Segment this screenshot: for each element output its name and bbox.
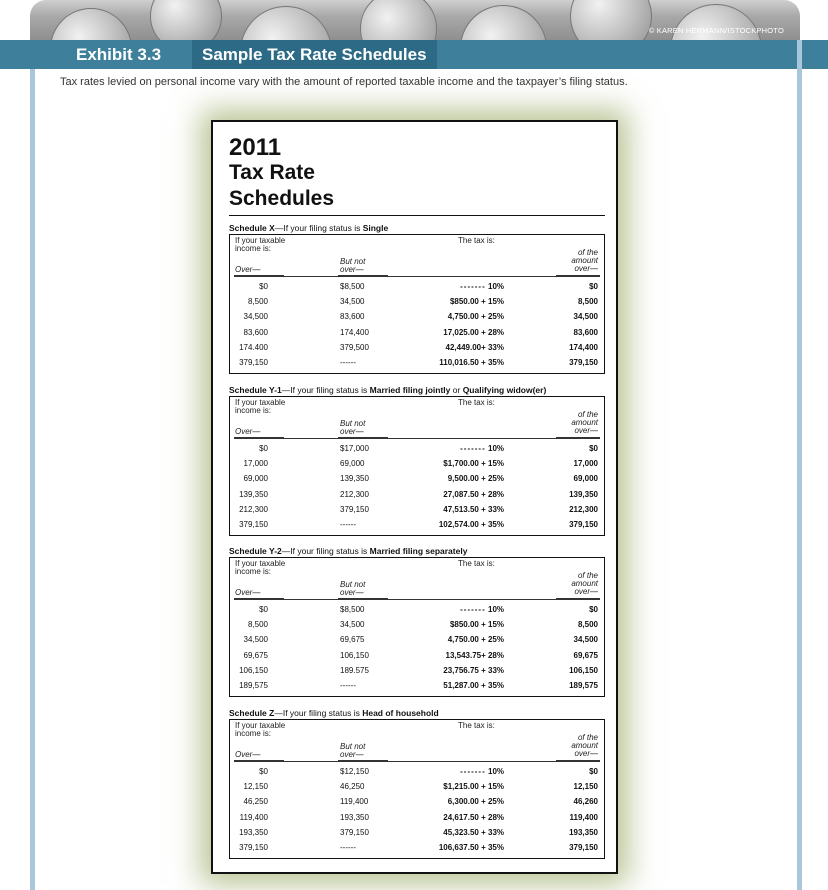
coin-image	[570, 0, 652, 40]
tax-base-value: 42,449.00+ 33%	[445, 342, 504, 352]
of-amount-over-value: 379,150	[569, 843, 598, 852]
schedule-heading	[229, 545, 605, 557]
schedule-suffix: or	[450, 385, 463, 395]
schedule-row	[230, 471, 604, 486]
schedule-title-line1: Tax Rate	[229, 161, 315, 184]
tax-base-value: 4,750.00 + 25%	[447, 635, 504, 645]
if-taxable-label: If your taxable	[235, 559, 286, 568]
tax-rate-value	[460, 279, 504, 294]
schedule-table	[229, 234, 605, 374]
of-amount-over-value: 8,500	[577, 297, 598, 307]
but-not-over-value: 379,150	[340, 504, 369, 514]
over-value: 69,675	[243, 650, 268, 660]
over-value: 379,150	[239, 520, 268, 529]
amount-over-label: over—	[574, 587, 598, 596]
over-value: 212,300	[239, 504, 268, 514]
of-amount-over-value: 174,400	[569, 342, 598, 352]
but-not-over-value: 212,300	[340, 489, 369, 499]
schedule-row	[230, 617, 604, 632]
of-the-label: of the	[577, 410, 598, 419]
over-label: Over—	[235, 427, 261, 436]
schedule-table	[229, 396, 605, 536]
over-value: 106,150	[239, 665, 268, 675]
but-not-over-value: 83,600	[340, 312, 365, 322]
over-value: 139,350	[239, 489, 268, 499]
of-amount-over-value: 34,500	[573, 635, 598, 645]
schedule-row	[230, 487, 604, 502]
but-not-over-value: $12,150	[340, 767, 369, 776]
schedule-block	[229, 222, 605, 374]
schedule-row	[230, 825, 604, 840]
schedule-title-line2: Schedules	[229, 187, 335, 210]
tax-base-value: 24,617.50 + 28%	[443, 812, 504, 822]
but-not-over-value: 69,675	[340, 635, 365, 645]
over-value: $0	[259, 605, 268, 614]
schedule-name: Schedule X	[229, 223, 275, 233]
rate-text: 10%	[485, 282, 504, 291]
schedule-block	[229, 707, 605, 859]
dash-leader: -------	[460, 282, 486, 291]
schedule-heading	[229, 707, 605, 719]
but-not-over-value: 106,150	[340, 650, 369, 660]
over-value: 189,575	[239, 681, 268, 690]
of-amount-over-value: $0	[589, 605, 598, 614]
schedule-row	[230, 517, 604, 532]
amount-label: amount	[571, 741, 598, 750]
tax-base-value: $1,215.00 + 15%	[443, 782, 504, 792]
tax-base-value: 23,756.75 + 33%	[443, 665, 504, 675]
coin-image	[460, 5, 547, 40]
title-divider	[229, 215, 605, 216]
dash-leader: -------	[460, 605, 486, 614]
if-taxable-label: If your taxable	[235, 721, 286, 730]
but-not-over-value: ------	[340, 681, 356, 690]
of-amount-over-value: 212,300	[569, 504, 598, 514]
but-not-over-value: 193,350	[340, 812, 369, 822]
of-the-label: of the	[577, 733, 598, 742]
photo-credit: © KAREN HERMANN/ISTOCKPHOTO	[648, 26, 784, 35]
of-amount-over-value: 69,675	[573, 650, 598, 660]
schedule-row	[230, 340, 604, 355]
but-not-over-label: over—	[340, 750, 364, 759]
but-not-over-value: 174,400	[340, 327, 369, 337]
income-is-label: income is:	[235, 567, 272, 576]
over-value: 379,150	[239, 358, 268, 367]
col4-underline	[556, 437, 600, 438]
tax-base-value: 47,513.50 + 33%	[443, 504, 504, 514]
header-underline	[234, 276, 600, 277]
schedule-prefix: —If your filing status is	[274, 708, 363, 718]
tax-rate-value	[460, 602, 504, 617]
filing-status: Head of household	[362, 708, 439, 718]
schedule-row	[230, 502, 604, 517]
exhibit-title: Sample Tax Rate Schedules	[192, 40, 437, 69]
but-not-over-value: 379,500	[340, 342, 369, 352]
tax-is-label: The tax is:	[458, 559, 495, 568]
schedule-heading	[229, 222, 605, 234]
schedule-row	[230, 810, 604, 825]
schedule-name: Schedule Y-1	[229, 385, 282, 395]
schedule-name: Schedule Y-2	[229, 546, 282, 556]
tax-base-value: 17,025.00 + 28%	[443, 327, 504, 337]
tax-base-value: 13,543.75+ 28%	[445, 650, 504, 660]
col1-underline	[234, 760, 284, 761]
but-not-over-value: ------	[340, 358, 356, 367]
schedule-prefix: —If your filing status is	[281, 546, 370, 556]
schedule-row	[230, 456, 604, 471]
of-amount-over-value: 119,400	[569, 812, 598, 822]
over-value: 34,500	[243, 635, 268, 645]
schedule-table	[229, 719, 605, 859]
schedule-row	[230, 663, 604, 678]
of-amount-over-value: 106,150	[569, 665, 598, 675]
tax-base-value: 27,087.50 + 28%	[443, 489, 504, 499]
dash-leader: -------	[460, 444, 486, 453]
over-value: 83,600	[243, 327, 268, 337]
but-not-over-value: $8,500	[340, 282, 365, 291]
but-not-over-value: ------	[340, 843, 356, 852]
but-not-over-value: 189.575	[340, 665, 369, 675]
col2-underline	[338, 275, 388, 276]
over-value: $0	[259, 282, 268, 291]
but-not-label: But not	[340, 419, 366, 428]
of-amount-over-value: 69,000	[573, 474, 598, 484]
coin-image	[50, 8, 132, 40]
col4-underline	[556, 760, 600, 761]
over-value: 8,500	[247, 297, 268, 307]
of-amount-over-value: 193,350	[569, 827, 598, 837]
but-not-over-value: 34,500	[340, 297, 365, 307]
filing-status-2: Qualifying widow(er)	[462, 385, 547, 395]
header-underline	[234, 599, 600, 600]
amount-label: amount	[571, 418, 598, 427]
of-amount-over-value: 34,500	[573, 312, 598, 322]
tax-base-value: 4,750.00 + 25%	[447, 312, 504, 322]
schedule-table	[229, 557, 605, 697]
income-is-label: income is:	[235, 729, 272, 738]
filing-status: Single	[362, 223, 389, 233]
col1-underline	[234, 598, 284, 599]
schedule-year: 2011	[229, 134, 282, 161]
schedule-row	[230, 794, 604, 809]
header-underline	[234, 438, 600, 439]
but-not-over-value: 119,400	[340, 797, 369, 807]
over-value: 193,350	[239, 827, 268, 837]
schedule-prefix: —If your filing status is	[281, 385, 370, 395]
of-the-label: of the	[577, 571, 598, 580]
but-not-over-value: 139,350	[340, 474, 369, 484]
amount-label: amount	[571, 579, 598, 588]
amount-over-label: over—	[574, 749, 598, 758]
if-taxable-label: If your taxable	[235, 236, 286, 245]
tax-base-value: 106,637.50 + 35%	[438, 843, 504, 852]
col4-underline	[556, 275, 600, 276]
rate-text: 10%	[485, 767, 504, 776]
col2-underline	[338, 437, 388, 438]
schedule-row	[230, 441, 604, 456]
col1-underline	[234, 437, 284, 438]
filing-status: Married filing jointly	[369, 385, 451, 395]
over-value: $0	[259, 767, 268, 776]
tax-rate-value	[460, 441, 504, 456]
tax-base-value: 110,016.50 + 35%	[439, 358, 504, 367]
exhibit-caption: Tax rates levied on personal income vary with the amount of reported taxable income and the taxpayer’s filing status.	[60, 76, 628, 88]
coin-image	[150, 0, 222, 40]
schedule-prefix: —If your filing status is	[274, 223, 363, 233]
of-amount-over-value: 46,260	[573, 797, 598, 807]
tax-base-value: $850.00 + 15%	[449, 297, 504, 307]
rate-text: 10%	[485, 444, 504, 453]
tax-base-value: $850.00 + 15%	[449, 620, 504, 630]
but-not-over-value: ------	[340, 520, 356, 529]
coin-image	[240, 6, 332, 40]
over-value: 69,000	[243, 474, 268, 484]
tax-base-value: 6,300.00 + 25%	[447, 797, 504, 807]
but-not-label: But not	[340, 257, 366, 266]
schedule-name: Schedule Z	[229, 708, 275, 718]
schedule-row	[230, 279, 604, 294]
but-not-over-value: 379,150	[340, 827, 369, 837]
right-rail	[797, 40, 802, 890]
income-is-label: income is:	[235, 406, 272, 415]
schedule-row	[230, 840, 604, 855]
schedule-row	[230, 325, 604, 340]
over-value: 119,400	[239, 812, 268, 822]
schedule-row	[230, 648, 604, 663]
but-not-over-label: over—	[340, 588, 364, 597]
of-the-label: of the	[577, 248, 598, 257]
exhibit-label: Exhibit 3.3	[76, 45, 162, 64]
but-not-over-label: over—	[340, 427, 364, 436]
but-not-over-value: 46,250	[340, 782, 365, 792]
schedule-row	[230, 294, 604, 309]
of-amount-over-value: 139,350	[569, 489, 598, 499]
but-not-over-value: 69,000	[340, 459, 365, 469]
of-amount-over-value: $0	[589, 444, 598, 453]
of-amount-over-value: 17,000	[573, 459, 598, 469]
over-value: 379,150	[239, 843, 268, 852]
filing-status: Married filing separately	[369, 546, 468, 556]
tax-is-label: The tax is:	[458, 721, 495, 730]
of-amount-over-value: 8,500	[577, 620, 598, 630]
but-not-over-label: over—	[340, 265, 364, 274]
of-amount-over-value: 379,150	[569, 358, 598, 367]
schedule-row	[230, 764, 604, 779]
of-amount-over-value: 189,575	[569, 681, 598, 690]
over-value: $0	[259, 444, 268, 453]
tax-is-label: The tax is:	[458, 236, 495, 245]
but-not-over-value: 34,500	[340, 620, 365, 630]
schedule-row	[230, 779, 604, 794]
amount-over-label: over—	[574, 426, 598, 435]
dash-leader: -------	[460, 767, 486, 776]
but-not-over-value: $17,000	[340, 444, 369, 453]
over-label: Over—	[235, 265, 261, 274]
amount-label: amount	[571, 256, 598, 265]
schedule-row	[230, 309, 604, 324]
over-value: 17,000	[243, 459, 268, 469]
tax-rate-value	[460, 764, 504, 779]
schedule-heading	[229, 384, 605, 396]
col4-underline	[556, 598, 600, 599]
tax-base-value: 102,574.00 + 35%	[438, 520, 504, 529]
of-amount-over-value: $0	[589, 767, 598, 776]
over-value: 174.400	[239, 342, 268, 352]
schedule-block	[229, 545, 605, 697]
over-value: 34,500	[243, 312, 268, 322]
over-label: Over—	[235, 750, 261, 759]
schedule-block	[229, 384, 605, 536]
tax-rate-schedule-card	[211, 120, 618, 874]
left-rail	[30, 69, 35, 890]
tax-base-value: 45,323.50 + 33%	[443, 827, 504, 837]
tax-base-value: 9,500.00 + 25%	[447, 474, 504, 484]
schedule-row	[230, 602, 604, 617]
of-amount-over-value: $0	[589, 282, 598, 291]
tax-base-value: 51,287.00 + 35%	[443, 681, 504, 690]
of-amount-over-value: 83,600	[573, 327, 598, 337]
over-value: 8,500	[247, 620, 268, 630]
but-not-label: But not	[340, 742, 366, 751]
but-not-label: But not	[340, 580, 366, 589]
col2-underline	[338, 760, 388, 761]
col2-underline	[338, 598, 388, 599]
schedule-row	[230, 355, 604, 370]
schedule-row	[230, 678, 604, 693]
tax-is-label: The tax is:	[458, 398, 495, 407]
rate-text: 10%	[485, 605, 504, 614]
col1-underline	[234, 275, 284, 276]
if-taxable-label: If your taxable	[235, 398, 286, 407]
header-underline	[234, 761, 600, 762]
amount-over-label: over—	[574, 264, 598, 273]
over-label: Over—	[235, 588, 261, 597]
but-not-over-value: $8,500	[340, 605, 365, 614]
over-value: 12,150	[243, 782, 268, 792]
of-amount-over-value: 379,150	[569, 520, 598, 529]
of-amount-over-value: 12,150	[573, 782, 598, 792]
schedule-row	[230, 632, 604, 647]
schedule-title	[229, 160, 334, 212]
tax-base-value: $1,700.00 + 15%	[443, 459, 504, 469]
over-value: 46,250	[243, 797, 268, 807]
income-is-label: income is:	[235, 244, 272, 253]
coin-image	[360, 0, 437, 40]
